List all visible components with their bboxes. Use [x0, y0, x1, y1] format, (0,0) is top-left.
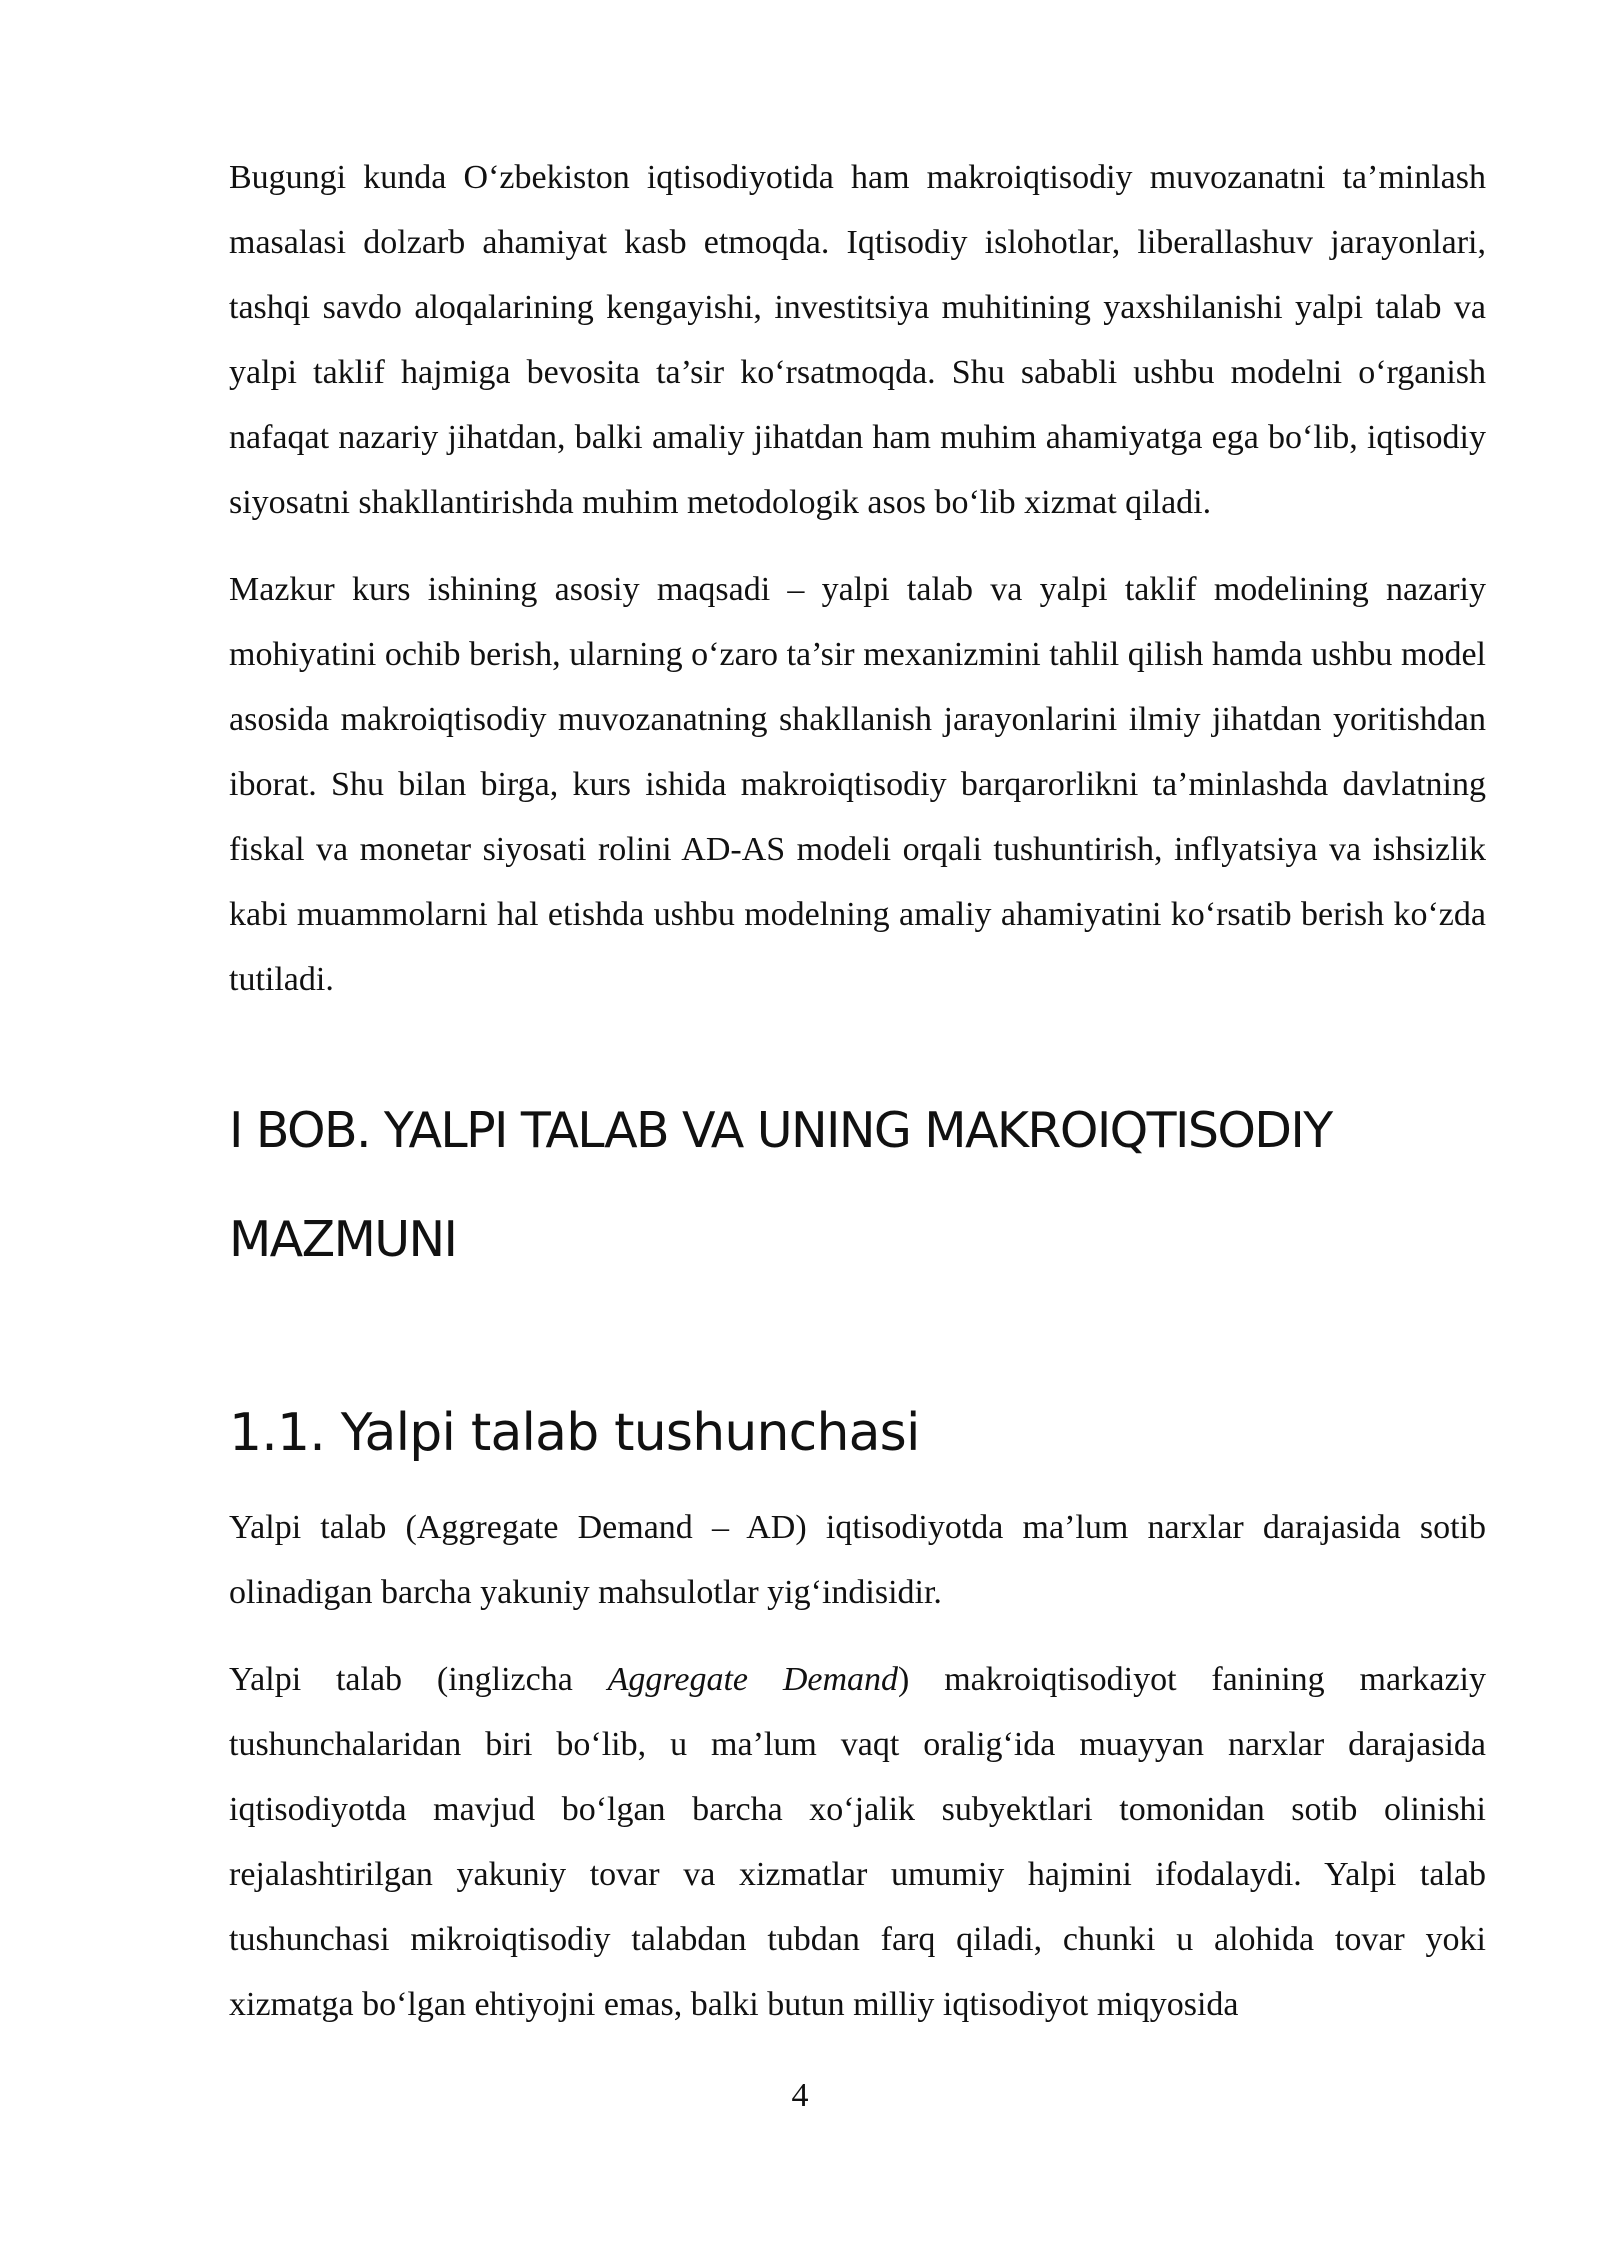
paragraph-text-before-italic: Yalpi talab (inglizcha: [229, 1661, 608, 1698]
section-heading: 1.1. Yalpi talab tushunchasi: [229, 1403, 920, 1463]
paragraph-ad-explanation: [229, 1647, 1486, 2037]
chapter-heading: I BOB. YALPI TALAB VA UNING MAKROIQTISODIY MAZMUNI: [229, 1102, 1332, 1268]
paragraph-ad-definition: Yalpi talab (Aggregate Demand – AD) iqtisodiyotda ma’lum narxlar darajasida sotib olinadigan barcha yakuniy mahsulotlar yig‘indisidir.: [229, 1509, 1486, 1611]
page-body: [229, 145, 1486, 2037]
page-number: 4: [791, 2077, 809, 2114]
italic-term: Aggregate Demand: [607, 1661, 899, 1698]
paragraph-text-after-italic: ) makroiqtisodiyot fanining markaziy tushunchalaridan biri bo‘lib, u ma’lum vaqt oralig‘ida muayyan narxlar darajasida iqtisodiyotda mavjud bo‘lgan barcha xo‘jalik subyektlari tomonidan sotib olinishi rejalashtirilgan yakuniy tovar va xizmatlar umumiy hajmini ifodalaydi. Yalpi talab tushunchasi mikroiqtisodiy talabdan tubdan farq qiladi, chunki u alohida tovar yoki xizmatga bo‘lgan ehtiyojni emas, balki butun milliy iqtisodiyot miqyosida: [229, 1661, 1486, 2023]
paragraph-course-goal: Mazkur kurs ishining asosiy maqsadi – yalpi talab va yalpi taklif modelining nazariy mohiyatini ochib berish, ularning o‘zaro ta’sir mexanizmini tahlil qilish hamda ushbu model asosida makroiqtisodiy muvozanatning shakllanish jarayonlarini ilmiy jihatdan yoritishdan iborat. Shu bilan birga, kurs ishida makroiqtisodiy barqarorlikni ta’minlashda davlatning fiskal va monetar siyosati rolini AD-AS modeli orqali tushuntirish, inflyatsiya va ishsizlik kabi muammolarni hal etishda ushbu modelning amaliy ahamiyatini ko‘rsatib berish ko‘zda tutiladi.: [229, 571, 1486, 998]
paragraph-intro-uzbekistan: Bugungi kunda O‘zbekiston iqtisodiyotida ham makroiqtisodiy muvozanatni ta’minlash masalasi dolzarb ahamiyat kasb etmoqda. Iqtisodiy islohotlar, liberallashuv jarayonlari, tashqi savdo aloqalarining kengayishi, investitsiya muhitining yaxshilanishi yalpi talab va yalpi taklif hajmiga bevosita ta’sir ko‘rsatmoqda. Shu sababli ushbu modelni o‘rganish nafaqat nazariy jihatdan, balki amaliy jihatdan ham muhim ahamiyatga ega bo‘lib, iqtisodiy siyosatni shakllantirishda muhim metodologik asos bo‘lib xizmat qiladi.: [229, 159, 1486, 521]
